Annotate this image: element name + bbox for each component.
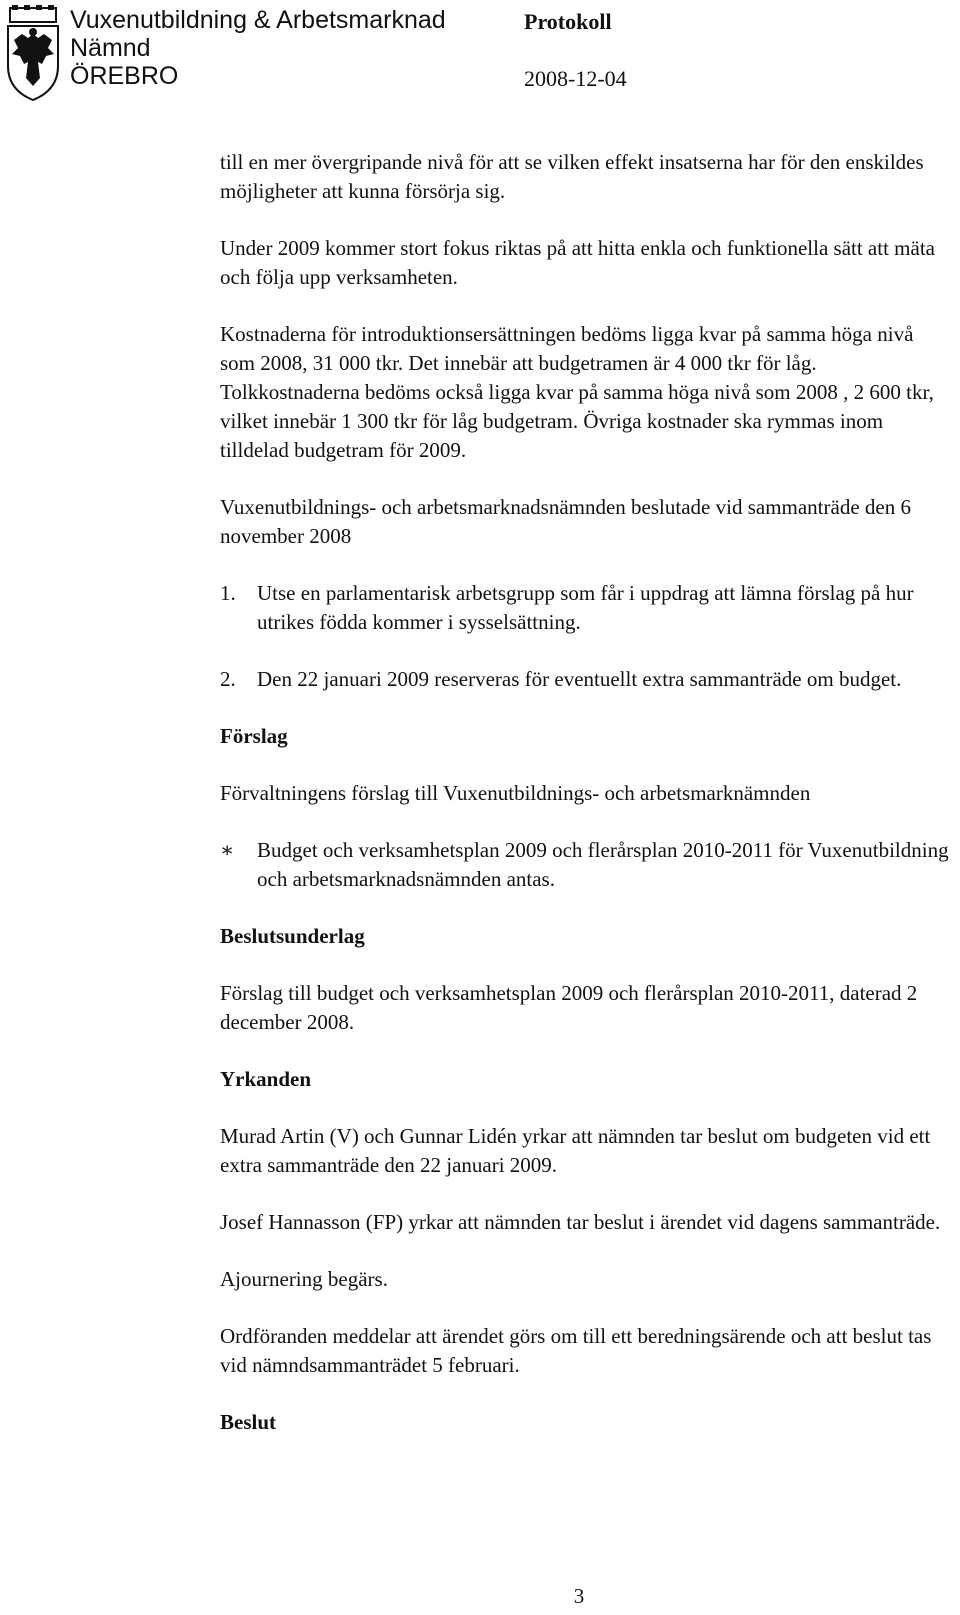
section-heading-beslut: Beslut xyxy=(220,1410,277,1434)
orebro-coat-of-arms-icon xyxy=(4,4,62,102)
paragraph: Förslag till budget och verksamhetsplan 2009 och flerårsplan 2010-2011, daterad 2 december 2008. xyxy=(220,981,918,1034)
paragraph: Kostnaderna för introduktionsersättningen bedöms ligga kvar på samma höga nivå som 2008, 31 000 tkr. Det innebär att budgetramen är 4 000 tkr för låg. Tolkkostnaderna bedöms också ligga kvar på samma höga nivå som 2008 , 2 600 tkr, vilket innebär 1 300 tkr för låg budgetram. Övriga kostnader ska rymmas inom tilldelad budgetram för 2009. xyxy=(220,322,934,462)
list-item-text: Budget och verksamhetsplan 2009 och flerårsplan 2010-2011 för Vuxenutbildning och arbetsmarknadsnämnden antas. xyxy=(257,838,949,891)
list-marker: 1. xyxy=(220,581,236,605)
section-heading-forslag: Förslag xyxy=(220,724,288,748)
paragraph: Under 2009 kommer stort fokus riktas på att hitta enkla och funktionella sätt att mäta och följa upp verksamheten. xyxy=(220,236,935,289)
paragraph: Förvaltningens förslag till Vuxenutbildnings- och arbetsmarknämnden xyxy=(220,781,811,805)
page-header xyxy=(0,0,960,110)
asterisk-bullet-icon: ∗ xyxy=(220,838,235,862)
org-line-1: Vuxenutbildning & Arbetsmarknad xyxy=(70,6,446,34)
org-line-3: ÖREBRO xyxy=(70,62,179,90)
list-item xyxy=(220,665,950,694)
list-marker: 2. xyxy=(220,667,236,691)
document-body xyxy=(220,148,950,1465)
paragraph: Josef Hannasson (FP) yrkar att nämnden tar beslut i ärendet vid dagens sammanträde. xyxy=(220,1210,941,1234)
list-item-text: Utse en parlamentarisk arbetsgrupp som får i uppdrag att lämna förslag på hur utrikes födda kommer i sysselsättning. xyxy=(257,581,914,634)
list-item-text: Den 22 januari 2009 reserveras för eventuellt extra sammanträde om budget. xyxy=(257,667,902,691)
paragraph: Vuxenutbildnings- och arbetsmarknadsnämnden beslutade vid sammanträde den 6 november 2008 xyxy=(220,495,911,548)
page-number: 3 xyxy=(573,1584,585,1608)
paragraph: till en mer övergripande nivå för att se vilken effekt insatserna har för den enskildes möjligheter att kunna försörja sig. xyxy=(220,150,924,203)
paragraph: Ordföranden meddelar att ärendet görs om till ett beredningsärende och att beslut tas vid nämndsammanträdet 5 februari. xyxy=(220,1324,932,1377)
paragraph: Murad Artin (V) och Gunnar Lidén yrkar att nämnden tar beslut om budgeten vid ett extra sammanträde den 22 januari 2009. xyxy=(220,1124,931,1177)
section-heading-beslutsunderlag: Beslutsunderlag xyxy=(220,924,365,948)
paragraph: Ajournering begärs. xyxy=(220,1267,388,1291)
list-item xyxy=(220,579,950,637)
organization-name xyxy=(70,6,446,90)
org-line-2: Nämnd xyxy=(70,34,151,62)
section-heading-yrkanden: Yrkanden xyxy=(220,1067,312,1091)
document-date: 2008-12-04 xyxy=(524,66,627,91)
list-item xyxy=(220,836,950,894)
document-type: Protokoll xyxy=(524,9,612,34)
